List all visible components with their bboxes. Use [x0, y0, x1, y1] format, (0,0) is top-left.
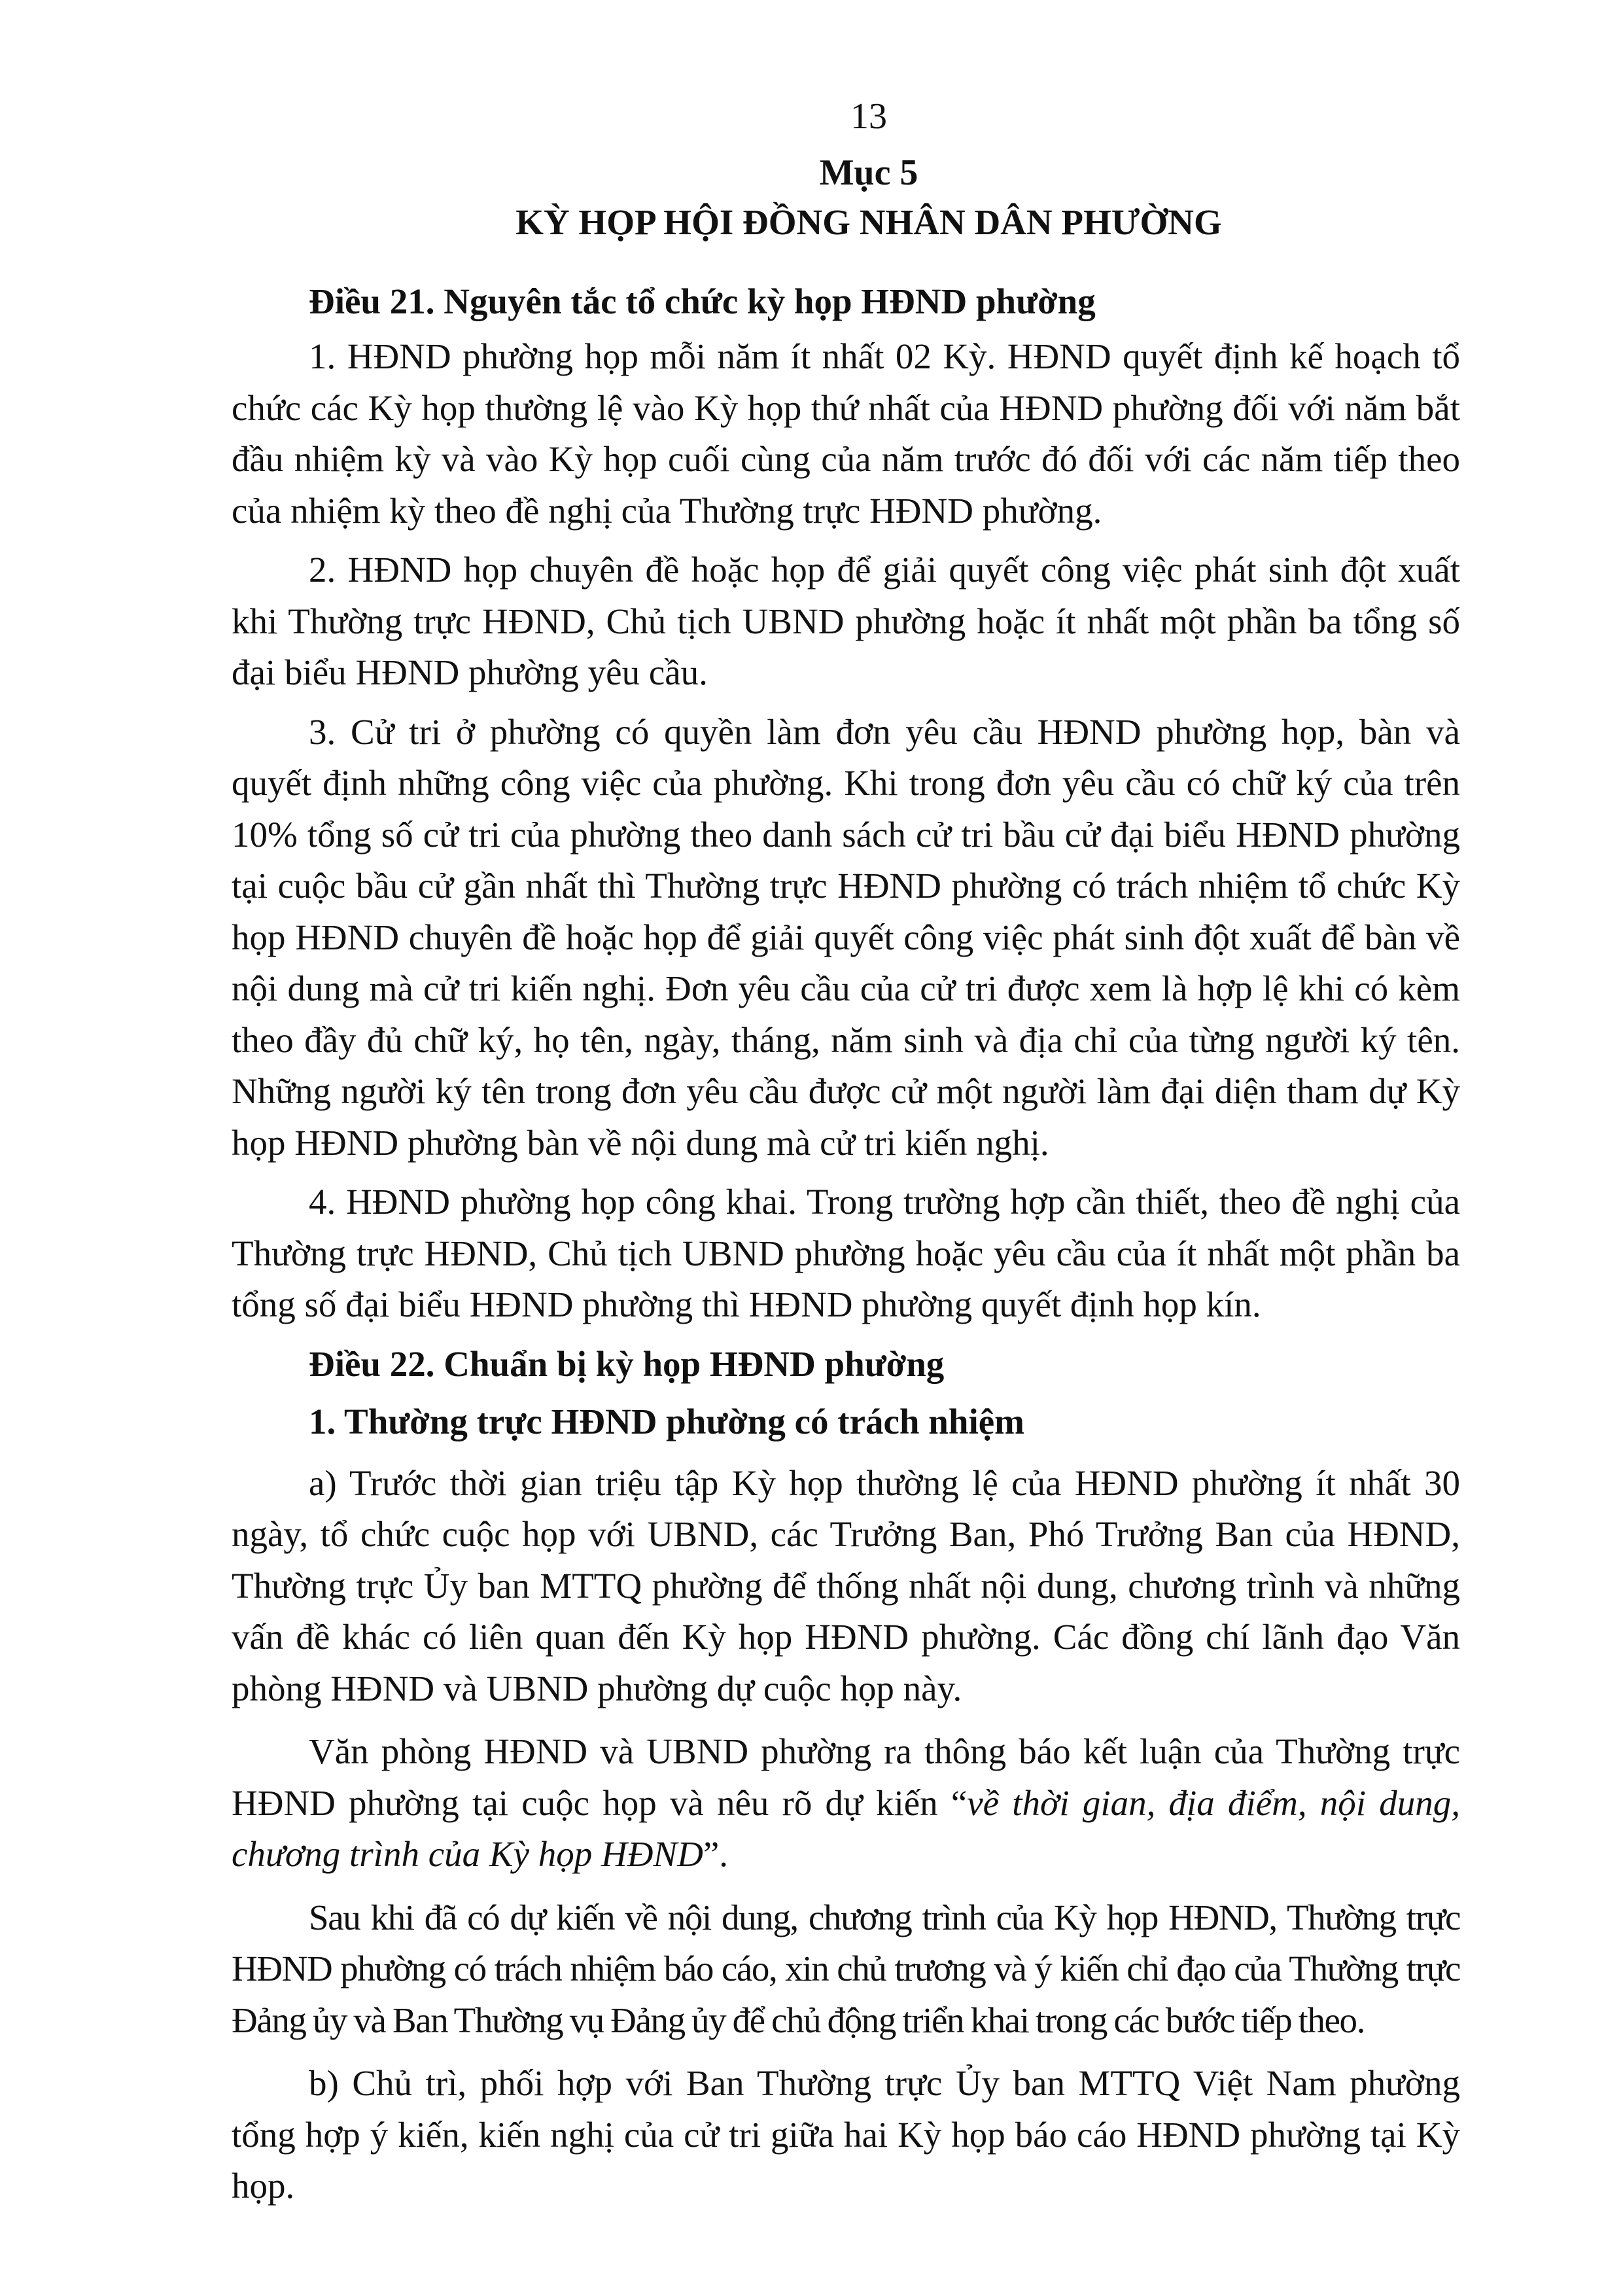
- article-22-paragraph-b: b) Chủ trì, phối hợp với Ban Thường trực Ủy ban MTTQ Việt Nam phường tổng hợp ý kiến, kiến nghị của cử tri giữa hai Kỳ họp báo cáo HĐND phường tại Kỳ họp.: [232, 2063, 1460, 2206]
- page-number: 13: [850, 96, 887, 137]
- notice-tail-text: ”.: [703, 1834, 728, 1874]
- section-title: KỲ HỌP HỘI ĐỒNG NHÂN DÂN PHƯỜNG: [515, 202, 1222, 242]
- article-22-subheading-1: 1. Thường trực HĐND phường có trách nhiệm: [309, 1401, 1024, 1441]
- article-21-paragraph-4: 4. HĐND phường họp công khai. Trong trường hợp cần thiết, theo đề nghị của Thường trực HĐND, Chủ tịch UBND phường hoặc yêu cầu của ít nhất một phần ba tổng số đại biểu HĐND phường thì HĐND phường quyết định họp kín.: [232, 1182, 1460, 1324]
- article-22-paragraph-notice: [232, 1726, 1460, 1881]
- notice-italic-text: về thời gian, địa điểm, nội dung, chương trình của Kỳ họp HĐND: [232, 1782, 1460, 1874]
- article-21-paragraph-2: 2. HĐND họp chuyên đề hoặc họp để giải quyết công việc phát sinh đột xuất khi Thường trực HĐND, Chủ tịch UBND phường hoặc ít nhất một phần ba tổng số đại biểu HĐND phường yêu cầu.: [232, 550, 1460, 692]
- article-21-paragraph-3: 3. Cử tri ở phường có quyền làm đơn yêu cầu HĐND phường họp, bàn và quyết định những công việc của phường. Khi trong đơn yêu cầu có chữ ký của trên 10% tổng số cử tri của phường theo danh sách cử tri bầu cử đại biểu HĐND phường tại cuộc bầu cử gần nhất thì Thường trực HĐND phường có trách nhiệm tổ chức Kỳ họp HĐND chuyên đề hoặc họp để giải quyết công việc phát sinh đột xuất để bàn về nội dung mà cử tri kiến nghị. Đơn yêu cầu của cử tri được xem là hợp lệ khi có kèm theo đầy đủ chữ ký, họ tên, ngày, tháng, năm sinh và địa chỉ của từng người ký tên. Những người ký tên trong đơn yêu cầu được cử một người làm đại diện tham dự Kỳ họp HĐND phường bàn về nội dung mà cử tri kiến nghị.: [232, 711, 1460, 1163]
- document-page: [232, 85, 1460, 2220]
- article-21-paragraph-1: 1. HĐND phường họp mỗi năm ít nhất 02 Kỳ. HĐND quyết định kế hoạch tổ chức các Kỳ họp thường lệ vào Kỳ họp thứ nhất của HĐND phường đối với năm bắt đầu nhiệm kỳ và vào Kỳ họp cuối cùng của năm trước đó đối với các năm tiếp theo của nhiệm kỳ theo đề nghị của Thường trực HĐND phường.: [232, 336, 1460, 531]
- article-22-title: Điều 22. Chuẩn bị kỳ họp HĐND phường: [309, 1343, 945, 1384]
- article-21-title: Điều 21. Nguyên tắc tổ chức kỳ họp HĐND phường: [309, 281, 1096, 321]
- article-22-paragraph-report: Sau khi đã có dự kiến về nội dung, chương trình của Kỳ họp HĐND, Thường trực HĐND phường có trách nhiệm báo cáo, xin chủ trương và ý kiến chỉ đạo của Thường trực Đảng ủy và Ban Thường vụ Đảng ủy để chủ động triển khai trong các bước tiếp theo.: [232, 1897, 1460, 2040]
- article-22-paragraph-a: a) Trước thời gian triệu tập Kỳ họp thường lệ của HĐND phường ít nhất 30 ngày, tổ chức cuộc họp với UBND, các Trưởng Ban, Phó Trưởng Ban của HĐND, Thường trực Ủy ban MTTQ phường để thống nhất nội dung, chương trình và những vấn đề khác có liên quan đến Kỳ họp HĐND phường. Các đồng chí lãnh đạo Văn phòng HĐND và UBND phường dự cuộc họp này.: [232, 1462, 1460, 1708]
- notice-lead-text: Văn phòng HĐND và UBND phường ra thông báo kết luận của Thường trực HĐND phường tại cuộc họp và nêu rõ dự kiến “: [232, 1731, 1460, 1823]
- section-label: Mục 5: [819, 152, 918, 193]
